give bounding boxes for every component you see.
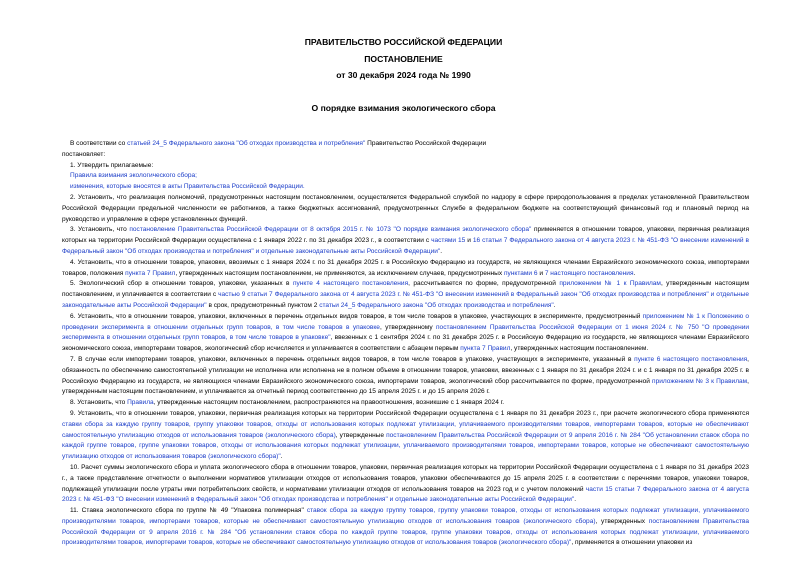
paragraph-10: 10. Расчет суммы экологического сбора и уплата экологического сбора в отношении товаров, упаковки, первичная реализация которых на территории Российской Федерации осуществлена с 1 января по 31 декабря 2023 г., а также представление отчетности о выполнении нормативов утилизации отходов от использования товаров, упаковки обеспечиваются до 15 апреля 2025 г. в соответствии с перечнями товаров, упаковки товаров, подлежащей утилизации после утраты ими потребительских свойств, и нормативами утилизации отходов от использования товаров на 2023 год и с учетом положений части 15 статьи 7 Федерального закона от 4 августа 2023 г. № 451-ФЗ "О внесении изменений в Федеральный закон "Об отходах производства и потребления" и отдельные законодательные акты Российской Федерации". bbox=[62, 463, 749, 504]
link-article-24-5[interactable]: статьей 24_5 Федерального закона "Об отходах производства и потребления" bbox=[127, 140, 366, 147]
link-part-15-law-451fz[interactable]: части 15 статьи 7 Федерального закона от 4 августа 2023 г. № 451-ФЗ "О внесении изменений в Федеральный закон "Об отходах производства и потребления" и отдельные законодательные акты Российской Федерации" bbox=[62, 485, 749, 504]
link-resolution-750[interactable]: постановлением Правительства Российской Федерации от 1 июня 2024 г. № 750 "О проведении эксперимента в отношении отдельных групп товаров, в том числе товаров в упаковке" bbox=[62, 323, 750, 342]
link-appendix-1[interactable]: приложением № 1 к Правилам bbox=[559, 280, 661, 288]
link-rules-b[interactable]: Правила bbox=[127, 399, 154, 407]
link-law-451fz[interactable]: 16 статьи 7 Федерального закона от 4 августа 2023 г. № 451-ФЗ "О внесении изменений в Федеральный закон "Об отходах производства и потребления" и отдельные законодательные акты Российской Федерации" bbox=[62, 237, 749, 255]
document-type: ПОСТАНОВЛЕНИЕ bbox=[364, 54, 443, 64]
link-points-6[interactable]: пунктами 6 bbox=[503, 269, 538, 277]
link-rates-b[interactable]: ставок сбора за каждую группу товаров, группу упаковки товаров, отходы от использования которых подлежат утилизации, уплачиваемого производителями товаров, импортерами товаров, которые не обеспечивают самостоятельную утилизацию отходов от использования товаров (экологического сбора) bbox=[62, 507, 749, 525]
link-changes[interactable]: изменения, которые вносятся в акты Правительства Российской Федерации. bbox=[70, 183, 305, 191]
paragraph-9: 9. Установить, что в отношении товаров, упаковки, первичная реализация которых на территории Российской Федерации осуществлена с 1 января по 31 декабря 2023 г., при расчете экологического сбора применяются ставки сбора за каждую группу товаров, группу упаковки товаров, отходы от использования которых подлежат утилизации, уплачиваемого производителями товаров, импортерами товаров, которые не обеспечивают самостоятельную утилизацию отходов от использования товаров (экологического сбора), утвержденные постановлением Правительства Российской Федерации от 9 апреля 2016 г. № 284 "Об установлении ставок сбора по каждой группе товаров, группе упаковки товаров, отходы от использования которых подлежат утилизации, уплачиваемого производителями товаров, импортерами товаров, которые не обеспечивают самостоятельную утилизацию отходов от использования товаров (экологического сбора)". bbox=[62, 409, 749, 461]
link-point-4[interactable]: пункте 4 настоящего постановления bbox=[292, 280, 409, 288]
link-article-24-5-b[interactable]: статьи 24_5 Федерального закона "Об отходах производства и потребления" bbox=[319, 301, 554, 309]
link-part-9-law-451fz[interactable]: частью 9 статьи 7 Федерального закона от 4 августа 2023 г. № 451-ФЗ "О внесении изменений в Федеральный закон "Об отходах производства и потребления" и отдельные законодательные акты Российской Федерации" bbox=[62, 291, 749, 309]
link-point-6[interactable]: пункте 6 настоящего постановления bbox=[634, 355, 748, 363]
document-date-number: от 30 декабря 2024 года № 1990 bbox=[336, 70, 471, 80]
paragraph-7: 7. В случае если импортерами товаров, упаковки, включенных в перечень отдельных видов товаров, в том числе товаров в упаковке, участвующих в эксперименте, указанный в пункте 6 настоящего постановления, обязанность по обеспечению самостоятельной утилизации не исполнена или исполнена не в полном объеме в отношении товаров, упаковки, ввезенных с 1 января по 31 декабря 2024 г. и с 1 января по 31 декабря 2025 г. в Российскую Федерацию из государств, не являющихся членами Евразийского экономического союза, импортерами товаров, экологический сбор рассчитывается по форме, предусмотренной приложением № 3 к Правилам, утвержденным настоящим постановлением, и уплачивается за отчетный период соответственно до 15 апреля 2025 г. и до 15 апреля 2026 г. bbox=[62, 355, 749, 396]
link-appendix-3[interactable]: приложением № 3 к Правилам bbox=[652, 377, 748, 385]
intro-paragraph: В соответствии со статьей 24_5 Федерального закона "Об отходах производства и потребления" Правительство Российской Федерации bbox=[70, 140, 487, 147]
paragraph-1: 1. Утвердить прилагаемые: bbox=[70, 161, 154, 169]
document-body bbox=[62, 139, 749, 549]
link-resolution-284-b[interactable]: постановлением Правительства Российской Федерации от 9 апреля 2016 г. № 284 "Об установлении ставок сбора по каждой группе товаров, группе упаковки товаров, отходы от использования которых подлежат утилизации, уплачиваемого производителями товаров, импортерами товаров, которые не обеспечивают самостоятельную утилизацию отходов от использования товаров (экологического сбора)" bbox=[62, 517, 750, 547]
link-point-7[interactable]: 7 настоящего постановления bbox=[544, 269, 634, 277]
link-resolution-284[interactable]: постановлением Правительства Российской Федерации от 9 апреля 2016 г. № 284 "Об установлении ставок сбора по каждой группе товаров, группе упаковки товаров, отходы от использования которых подлежат утилизации, уплачиваемого производителями товаров, импортерами товаров, которые не обеспечивают самостоятельную утилизацию отходов от использования товаров (экологического сбора)" bbox=[62, 431, 749, 461]
paragraph-2: 2. Установить, что реализация полномочий, предусмотренных настоящим постановлением, осуществляется Федеральной службой по надзору в сфере природопользования в пределах установленной Правительством Российской Федерации предельной численности ее работников, а также бюджетных ассигнований, предусмотренных Службе в федеральном бюджете на соответствующий финансовый год и плановый период на руководство и управление в сфере установленных функций. bbox=[62, 193, 749, 223]
link-resolution-1073[interactable]: постановление Правительства Российской Федерации от 8 октября 2015 г. № 1073 "О порядке взимания экологического сбора" bbox=[129, 226, 532, 234]
link-part-15[interactable]: частями 15 bbox=[431, 237, 466, 245]
government-name: ПРАВИТЕЛЬСТВО РОССИЙСКОЙ ФЕДЕРАЦИИ bbox=[304, 37, 503, 47]
paragraph-11: 11. Ставка экологического сбора по группе № 49 "Упаковка полимерная" ставок сбора за каждую группу товаров, группу упаковки товаров, отходы от использования которых подлежат утилизации, уплачиваемого производителями товаров, импортерами товаров, которые не обеспечивают самостоятельную утилизацию отходов от использования товаров (экологического сбора), утвержденных постановлением Правительства Российской Федерации от 9 апреля 2016 г. № 284 "Об установлении ставок сбора по каждой группе товаров, группе упаковки товаров, отходы от использования которых подлежат утилизации, уплачиваемого производителями товаров, импортерами товаров, которые не обеспечивают самостоятельную утилизацию отходов от использования товаров (экологического сбора)", применяется в отношении упаковки из bbox=[62, 507, 750, 547]
intro-resolves: постановляет: bbox=[62, 150, 106, 158]
paragraph-4: 4. Установить, что в отношении товаров, упаковки, ввозимых с 1 января 2024 г. по 31 декабря 2025 г. в Российскую Федерацию из государств, не являющихся членами Евразийского экономического союза, импортерами товаров, положения пункта 7 Правил, утвержденных настоящим постановлением, не применяются, за исключением случаев, предусмотренных пунктами 6 и 7 настоящего постановления. bbox=[62, 258, 749, 277]
link-rates[interactable]: ставки сбора за каждую группу товаров, группу упаковки товаров, отходы от использования которых подлежат утилизации, уплачиваемого производителями товаров, импортерами товаров, которые не обеспечивают самостоятельную утилизацию отходов от использования товаров (экологического сбора) bbox=[62, 420, 749, 439]
link-rules[interactable]: Правила взимания экологического сбора; bbox=[70, 172, 197, 180]
document-title: О порядке взимания экологического сбора bbox=[311, 103, 496, 113]
paragraph-8: 8. Установить, что Правила, утвержденные настоящим постановлением, распространяются на правоотношения, возникшие с 1 января 2024 г. bbox=[70, 399, 505, 407]
paragraph-3: 3. Установить, что постановление Правительства Российской Федерации от 8 октября 2015 г. № 1073 "О порядке взимания экологического сбора" применяется в отношении товаров, упаковки, первичная реализация которых на территории Российской Федерации осуществлена с 1 января 2022 г. по 31 декабря 2023 г., в соответствии с частями 15 и 16 статьи 7 Федерального закона от 4 августа 2023 г. № 451-ФЗ "О внесении изменений в Федеральный закон "Об отходах производства и потребления" и отдельные законодательные акты Российской Федерации". bbox=[62, 226, 749, 255]
paragraph-1-item-changes bbox=[62, 182, 749, 193]
paragraph-5: 5. Экологический сбор в отношении товаров, упаковки, указанных в пункте 4 настоящего постановления, рассчитывается по форме, предусмотренной приложением № 1 к Правилам, утвержденным настоящим постановлением, и уплачивается в соответствии с частью 9 статьи 7 Федерального закона от 4 августа 2023 г. № 451-ФЗ "О внесении изменений в Федеральный закон "Об отходах производства и потребления" и отдельные законодательные акты Российской Федерации" в срок, предусмотренный пунктом 2 статьи 24_5 Федерального закона "Об отходах производства и потребления". bbox=[62, 280, 749, 309]
link-rules-p7[interactable]: пункта 7 Правил bbox=[125, 269, 176, 277]
link-experiment-appendix[interactable]: приложением № 1 к Положению о проведении эксперимента в отношении отдельных групп товаров, в том числе товаров в упаковке bbox=[62, 312, 749, 331]
paragraph-6: 6. Установить, что в отношении товаров, упаковки, включенных в перечень отдельных видов товаров, в том числе товаров в упаковке, участвующих в эксперименте, предусмотренный приложением № 1 к Положению о проведении эксперимента в отношении отдельных групп товаров, в том числе товаров в упаковке, утвержденному постановлением Правительства Российской Федерации от 1 июня 2024 г. № 750 "О проведении эксперимента в отношении отдельных групп товаров, в том числе товаров в упаковке", ввезенных с 1 сентября 2024 г. по 31 декабря 2025 г. в Российскую Федерацию из государств, не являющихся членами Евразийского экономического союза, импортерами товаров, экологический сбор исчисляется и уплачивается в соответствии с абзацем первым пункта 7 Правил, утвержденных настоящим постановлением. bbox=[62, 312, 750, 353]
paragraph-1-item-rules bbox=[62, 171, 749, 182]
link-rules-p7-b[interactable]: пункта 7 Правил bbox=[460, 345, 511, 353]
